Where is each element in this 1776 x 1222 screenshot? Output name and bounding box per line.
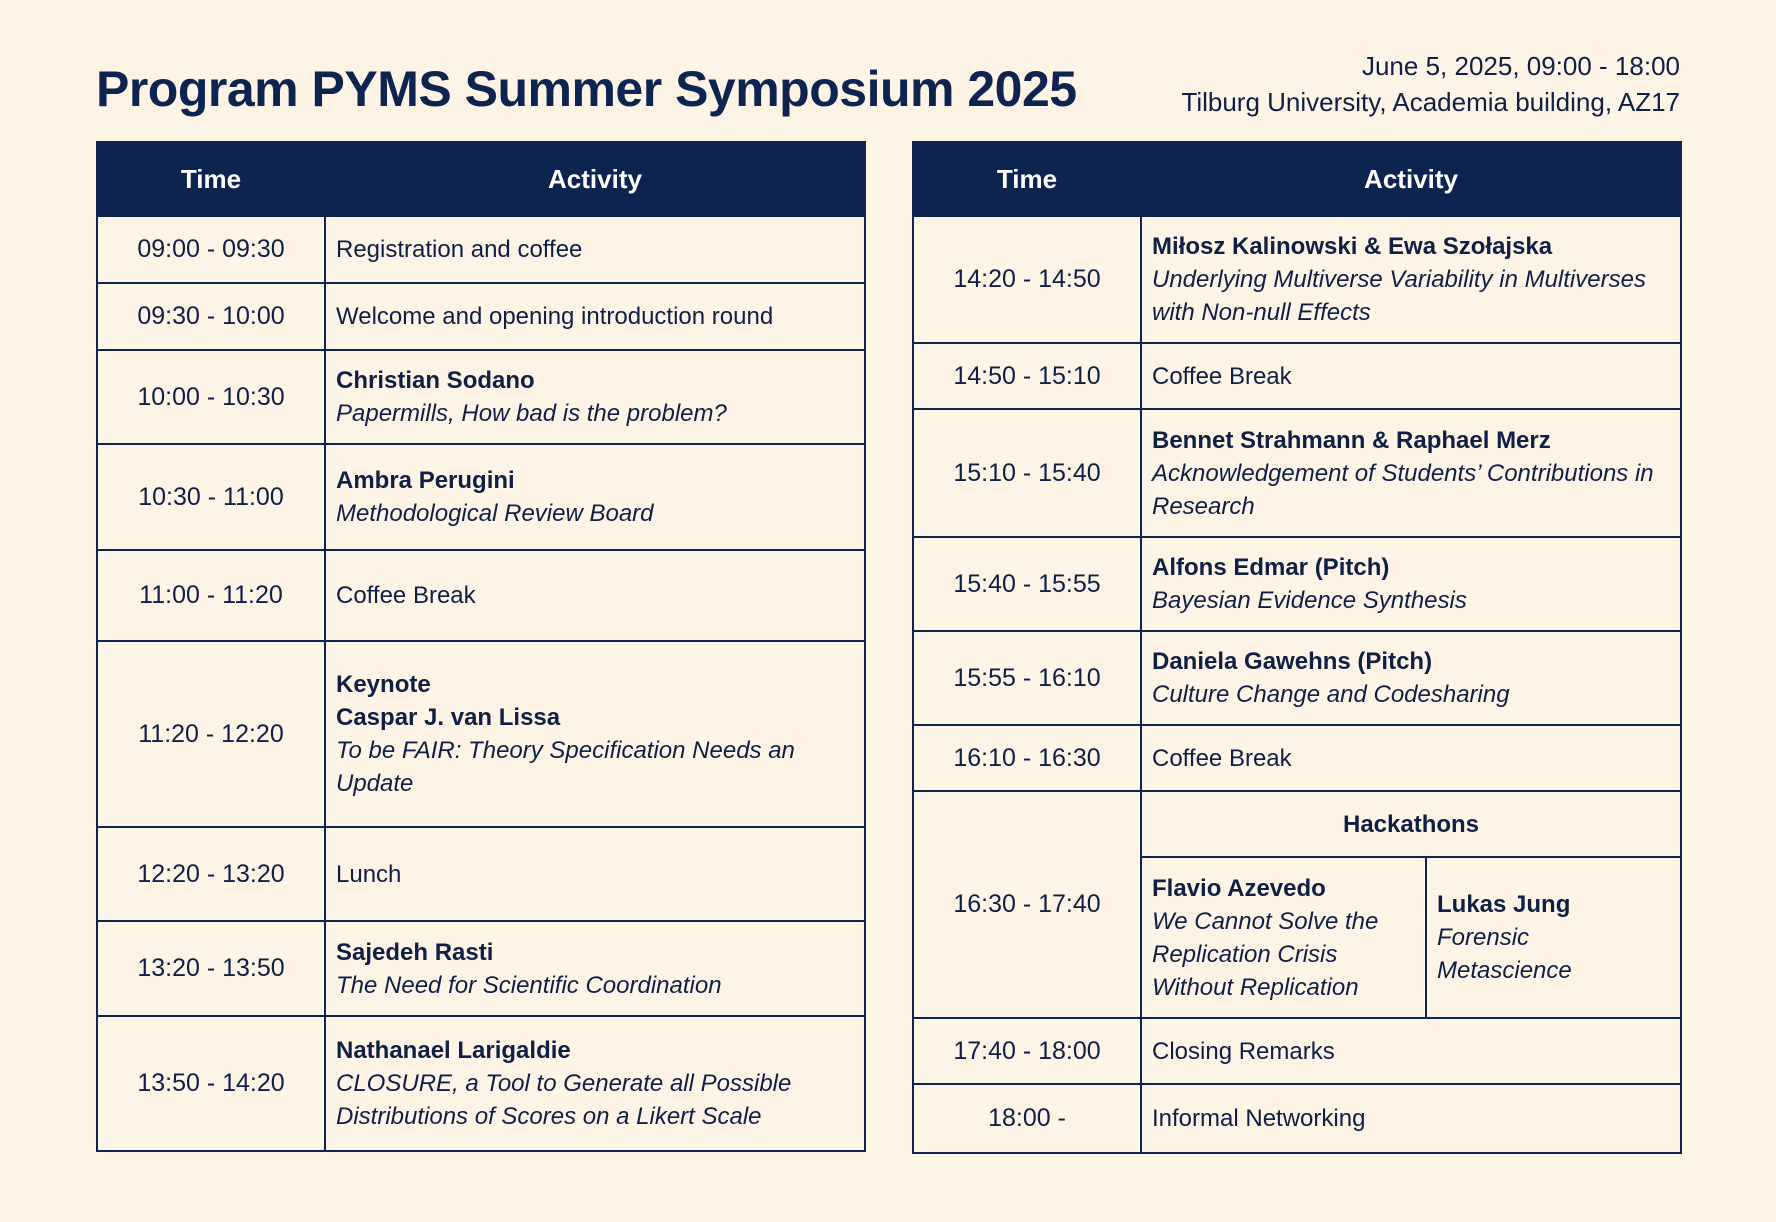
event-date: June 5, 2025, 09:00 - 18:00: [1361, 51, 1680, 81]
hackathon-cell: [1426, 857, 1681, 1018]
time-cell: 15:40 - 15:55: [913, 537, 1141, 631]
talk-title: The Need for Scientific Coordination: [336, 971, 722, 999]
speaker-name: Ambra Perugini: [336, 467, 515, 494]
activity-cell: [325, 350, 865, 444]
activity-cell: Coffee Break: [1141, 343, 1681, 409]
time-cell: 11:20 - 12:20: [97, 641, 325, 827]
activity-cell: Welcome and opening introduction round: [325, 283, 865, 350]
time-cell: 10:30 - 11:00: [97, 444, 325, 550]
schedule-table-left: [96, 141, 866, 1152]
table-row: [97, 350, 865, 444]
table-row: [97, 641, 865, 827]
time-column-header: Time: [97, 142, 325, 216]
time-cell: 13:50 - 14:20: [97, 1016, 325, 1151]
time-cell: 17:40 - 18:00: [913, 1018, 1141, 1084]
activity-cell: Coffee Break: [325, 550, 865, 641]
activity-column-header: Activity: [325, 142, 865, 216]
hackathon-cell: [1141, 857, 1426, 1018]
activity-cell: Registration and coffee: [325, 216, 865, 283]
activity-cell: Informal Networking: [1141, 1084, 1681, 1153]
talk-title: Bayesian Evidence Synthesis: [1152, 587, 1467, 614]
time-cell: 14:50 - 15:10: [913, 343, 1141, 409]
time-cell: 16:10 - 16:30: [913, 725, 1141, 791]
speaker-name: Flavio Azevedo: [1152, 874, 1326, 902]
table-row: [913, 343, 1681, 409]
activity-cell: [1141, 409, 1681, 537]
table-row: [97, 1016, 865, 1151]
table-row: [97, 921, 865, 1016]
activity-cell: Coffee Break: [1141, 725, 1681, 791]
talk-title: We Cannot Solve the Replication Crisis Without Replication: [1152, 907, 1379, 1001]
speaker-name: Lukas Jung: [1437, 891, 1571, 918]
activity-cell: [1141, 216, 1681, 343]
table-header-row: [97, 142, 865, 216]
time-column-header: Time: [913, 142, 1141, 216]
table-row: [97, 827, 865, 921]
time-cell: 09:30 - 10:00: [97, 283, 325, 350]
speaker-name: Alfons Edmar (Pitch): [1152, 554, 1390, 581]
talk-title: Culture Change and Codesharing: [1152, 681, 1510, 708]
keynote-label: Keynote: [336, 671, 431, 698]
header: [96, 48, 1680, 128]
page-title: Program PYMS Summer Symposium 2025: [96, 61, 1077, 117]
talk-title: Forensic Metascience: [1437, 924, 1572, 984]
activity-cell: [325, 641, 865, 827]
activity-cell: [325, 921, 865, 1016]
time-cell: 18:00 -: [913, 1084, 1141, 1153]
table-row: [97, 550, 865, 641]
event-meta: [1181, 48, 1680, 120]
event-location: Tilburg University, Academia building, AZ17: [1181, 87, 1680, 117]
time-cell: 13:20 - 13:50: [97, 921, 325, 1016]
activity-cell: [1141, 631, 1681, 725]
hackathons-heading: Hackathons: [1141, 791, 1681, 857]
speaker-name: Christian Sodano: [336, 367, 535, 394]
time-cell: 09:00 - 09:30: [97, 216, 325, 283]
talk-title: Methodological Review Board: [336, 500, 654, 527]
activity-cell: [325, 444, 865, 550]
table-row: [913, 216, 1681, 343]
speaker-name: Sajedeh Rasti: [336, 938, 494, 966]
time-cell: 15:10 - 15:40: [913, 409, 1141, 537]
activity-cell: [325, 1016, 865, 1151]
activity-cell: Lunch: [325, 827, 865, 921]
time-cell: 14:20 - 14:50: [913, 216, 1141, 343]
table-row: [97, 216, 865, 283]
speaker-name: Caspar J. van Lissa: [336, 704, 561, 731]
activity-cell: Closing Remarks: [1141, 1018, 1681, 1084]
speaker-name: Miłosz Kalinowski & Ewa Szołajska: [1152, 233, 1553, 260]
activity-column-header: Activity: [1141, 142, 1681, 216]
talk-title: CLOSURE, a Tool to Generate all Possible Distributions of Scores on a Likert Scale: [336, 1070, 792, 1130]
talk-title: To be FAIR: Theory Specification Needs an Update: [336, 737, 795, 797]
table-row: [97, 283, 865, 350]
table-row: [913, 725, 1681, 791]
table-row: [913, 537, 1681, 631]
table-row: [913, 1018, 1681, 1084]
table-row: [913, 631, 1681, 725]
table-row: [97, 444, 865, 550]
time-cell: 15:55 - 16:10: [913, 631, 1141, 725]
time-cell: 12:20 - 13:20: [97, 827, 325, 921]
table-row: [913, 1084, 1681, 1153]
time-cell: 11:00 - 11:20: [97, 550, 325, 641]
time-cell: 10:00 - 10:30: [97, 350, 325, 444]
time-cell: 16:30 - 17:40: [913, 791, 1141, 1018]
talk-title: Papermills, How bad is the problem?: [336, 400, 727, 427]
table-row: [913, 409, 1681, 537]
activity-cell: [1141, 537, 1681, 631]
speaker-name: Nathanael Larigaldie: [336, 1037, 571, 1064]
table-row: [913, 791, 1681, 857]
speaker-name: Daniela Gawehns (Pitch): [1152, 648, 1433, 675]
schedule-table-right: [912, 141, 1682, 1154]
speaker-name: Bennet Strahmann & Raphael Merz: [1152, 426, 1551, 454]
talk-title: Acknowledgement of Students’ Contributions in Research: [1152, 459, 1654, 520]
talk-title: Underlying Multiverse Variability in Multiverses with Non-null Effects: [1152, 266, 1646, 326]
table-header-row: [913, 142, 1681, 216]
